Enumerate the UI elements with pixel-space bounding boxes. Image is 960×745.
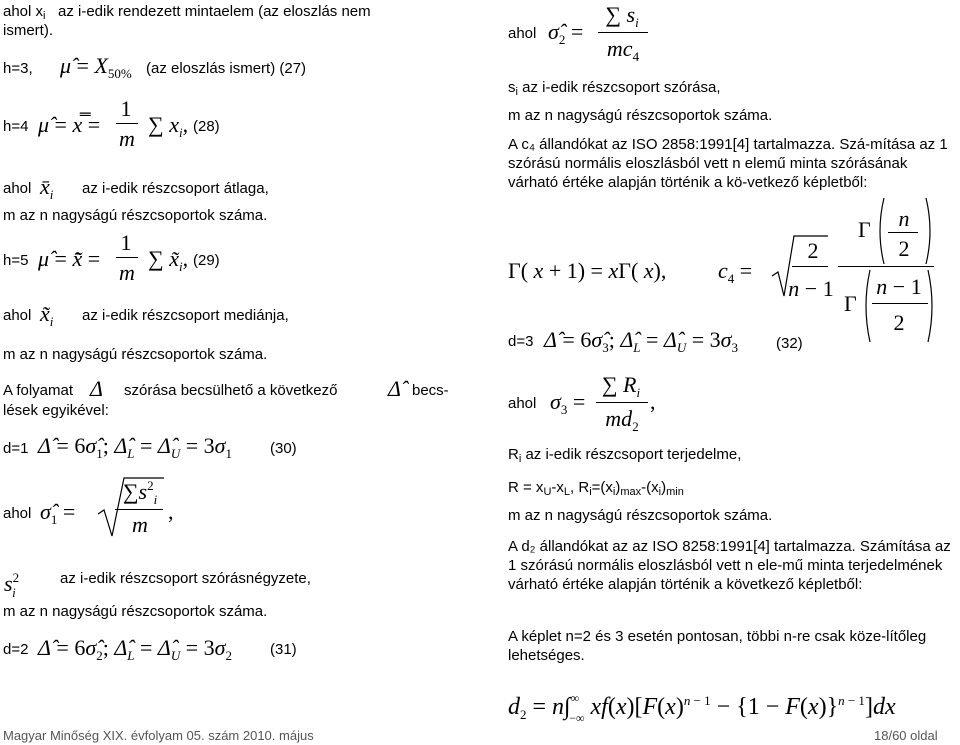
fraction-num: 1: [120, 230, 132, 255]
text-label: h=5: [3, 252, 29, 269]
formula-note: (32): [776, 335, 803, 352]
text-line: ahol: [508, 25, 537, 42]
kepl-paragraph: A képlet n=2 és 3 esetén pontosan, többi n-re csak köze-lítőleg lehetséges.: [508, 628, 927, 664]
text-line: ahol: [3, 505, 32, 522]
comma: ,: [650, 389, 656, 414]
gamma-num: Γ: [858, 217, 871, 242]
comma: ,: [168, 499, 174, 524]
formula-note: (30): [270, 440, 297, 457]
fraction-den: 2: [893, 310, 905, 335]
fraction-den: n − 1: [788, 276, 834, 301]
text-line: m az n nagyságú részcsoportok száma.: [3, 603, 268, 620]
formula-sigma3: $\sigma_3$ =: [550, 389, 586, 417]
fraction-num: ∑ $R_i$: [601, 372, 641, 400]
symbol-delta: Δ: [90, 376, 103, 401]
text-line: az i-edik részcsoport szórásnégyzete,: [60, 570, 311, 587]
formula-sigma2: $\sigmâ_2$ =: [548, 19, 584, 47]
text-line: az i-edik részcsoport átlaga,: [82, 180, 269, 197]
formula-28-sum: ∑ $x_i$,: [148, 112, 189, 140]
text-line: szórása becsülhető a következő: [124, 382, 338, 399]
text-line: A folyamat: [3, 382, 74, 399]
d2-paragraph: A d₂ állandókat az az ISO 8258:1991[4] tartalmazza. Számítása az 1 szórású normális eloszlásból vett n ele-mű minta terjedelmének várható értéke alapján történik a következő képletből:: [508, 538, 951, 593]
formula-27: μ̂ = $X_{50\%}$: [60, 53, 132, 81]
formula-31: Δ̂ = $6\sigmâ_2$; $\Deltâ_L$ = $\Deltâ_U = 3\sigma_2$: [38, 635, 232, 663]
text-line: m az n nagyságú részcsoportok száma.: [508, 107, 773, 124]
formula-30: Δ̂ = $6\sigmâ_1$; $\Deltâ_L$ = $\Deltâ_U = 3\sigma_1$: [38, 433, 232, 461]
footer-page: 18/60 oldal: [874, 728, 938, 743]
fraction-bar: [838, 266, 934, 267]
formula-sigma1: $\sigmâ_1$ =: [40, 499, 76, 527]
text-line: lések egyikével:: [3, 402, 109, 419]
text-line: ismert).: [3, 22, 53, 39]
text-label: h=3,: [3, 60, 33, 77]
fraction-num: 1: [120, 96, 132, 121]
text-label: d=3: [508, 333, 534, 350]
text-line: $s_i$ az i-edik részcsoport szórása,: [508, 79, 721, 98]
fraction-bar: [115, 509, 163, 510]
c4-paragraph: A c₄ állandókat az ISO 2858:1991[4] tartalmazza. Szá-mítása az 1 szórású normális eloszlásból vett n elemű minta szórásának várható értéke alapján történik a kö-vetkező képletből:: [508, 136, 948, 191]
text-label: d=2: [3, 641, 29, 658]
formula-note: (31): [270, 641, 297, 658]
symbol-si2: $s^2_i$: [4, 570, 20, 600]
text-line: ahol $x_i$ az i-edik rendezett mintaelem (az eloszlás nem: [3, 3, 371, 22]
text-line: m az n nagyságú részcsoportok száma.: [3, 346, 268, 363]
fraction-num: n: [898, 206, 910, 231]
formula-note: (28): [193, 118, 220, 135]
fraction-bar: [792, 266, 828, 267]
text-line: $R_i$ az i-edik részcsoport terjedelme,: [508, 446, 742, 465]
fraction-bar: [872, 303, 928, 304]
fraction-bar: [598, 32, 648, 33]
symbol-delta-hat: Δ̂: [388, 376, 401, 401]
text-line: ahol: [508, 395, 537, 412]
formula-32: Δ̂ = $6\sigmâ_3$; $\Deltâ_L$ = $\Deltâ_U = 3\sigma_3$: [544, 327, 738, 355]
text-line: $R = x_U-x_L$, $R_i=(x_i)_{max}-(x_i)_{min}$: [508, 479, 684, 498]
fraction-bar: [116, 257, 138, 258]
symbol-x-tilde-i: $x̃_i$: [40, 301, 54, 329]
formula-d2: $d_2 = n\int^\infty_{-\infty}$ $xf(x)[F(x)^{n - 1} - \{1 - F(x)\}^{n - 1}]dx$: [508, 691, 896, 725]
fraction-num: $\sum s^2_i$: [122, 478, 158, 507]
fraction-den: m: [119, 260, 135, 285]
text-line: m az n nagyságú részcsoportok száma.: [508, 507, 773, 524]
text-line: ahol: [3, 180, 32, 197]
gamma-identity: Γ( x + 1) = xΓ( x),: [508, 258, 667, 283]
fraction-den: $md_2$: [605, 406, 639, 434]
fraction-bar: [888, 232, 918, 233]
fraction-num: n − 1: [876, 274, 922, 299]
text-line: becs-: [412, 382, 449, 399]
fraction-den: 2: [898, 236, 910, 261]
fraction-num: 2: [807, 238, 819, 263]
symbol-x-bar-i: $x̄_i$: [40, 174, 54, 202]
c4-lhs: $c_4$ =: [718, 258, 753, 286]
text-line: ahol: [3, 307, 32, 324]
formula-29-lhs: μ̂ = x̃̄ =: [38, 246, 101, 271]
fraction-den: m: [119, 126, 135, 151]
fraction-num: ∑ $s_i$: [605, 2, 639, 30]
footer-journal: Magyar Minőség XIX. évfolyam 05. szám 2010. május: [3, 728, 314, 743]
fraction-bar: [596, 402, 648, 403]
text-label: h=4: [3, 118, 29, 135]
text-line: az i-edik részcsoport mediánja,: [82, 307, 289, 324]
gamma-den: Γ: [844, 291, 857, 316]
fraction-den: m: [132, 512, 148, 537]
fraction-den: $mc_4$: [606, 36, 640, 64]
fraction-bar: [116, 123, 138, 124]
formula-note: (29): [193, 252, 220, 269]
formula-note: (az eloszlás ismert) (27): [146, 60, 307, 77]
text-line: m az n nagyságú részcsoportok száma.: [3, 207, 268, 224]
formula-29-sum: ∑ $x̃_i$,: [148, 246, 189, 274]
text-label: d=1: [3, 440, 29, 457]
formula-28-lhs: μ̂ = x̿ =: [38, 112, 101, 137]
